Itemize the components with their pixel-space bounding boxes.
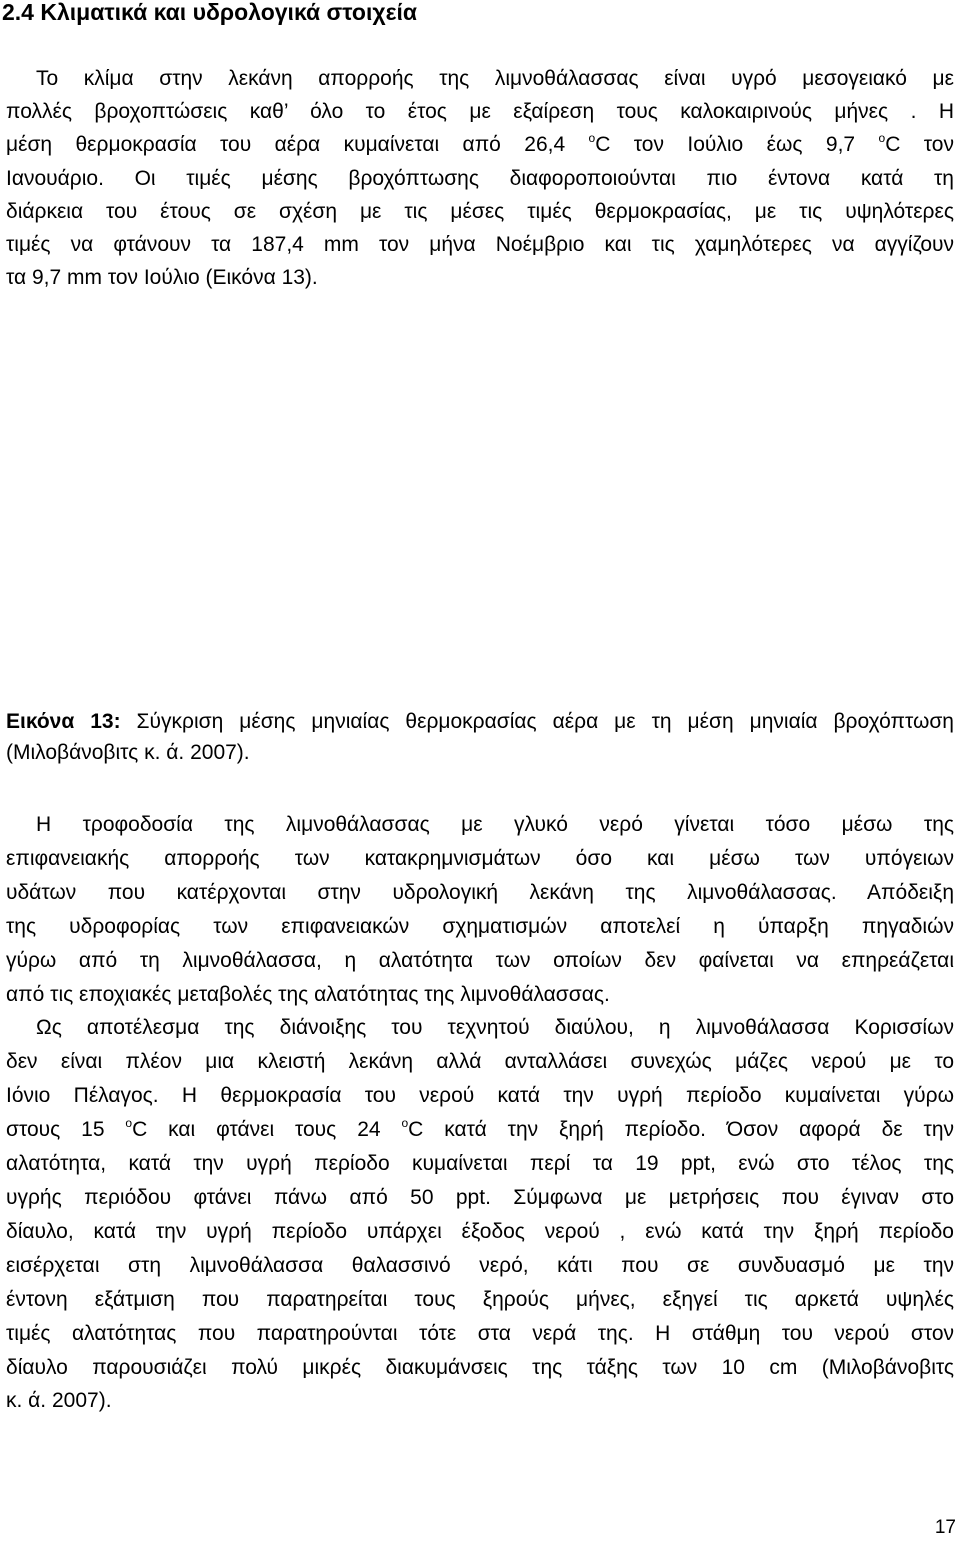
text-line: Ιανουάριο. Οι τιμές μέσης βροχόπτωσης διαφοροποιούνται πιο έντονα κατά τη bbox=[6, 166, 954, 190]
caption-label: Εικόνα 13: bbox=[6, 710, 121, 733]
text-fragment: C τον bbox=[885, 133, 954, 157]
text-fragment: στους 15 bbox=[6, 1118, 105, 1142]
figure-placeholder bbox=[6, 305, 954, 690]
text-line: κ. ά. 2007). bbox=[6, 1389, 112, 1413]
text-line: πολλές βροχοπτώσεις καθ’ όλο το έτος με εξαίρεση τους καλοκαιρινούς μήνες . Η bbox=[6, 100, 954, 124]
text-fragment: C τον Ιούλιο έως 9,7 bbox=[595, 133, 856, 157]
text-line: γύρω από τη λιμνοθάλασσα, η αλατότητα των οποίων δεν φαίνεται να επηρεάζεται bbox=[6, 948, 954, 972]
text-fragment: μέση θερμοκρασία του αέρα κυμαίνεται από 26,4 bbox=[6, 133, 566, 157]
paragraph-hydrology bbox=[6, 808, 954, 1418]
text-line: τα 9,7 mm τον Ιούλιο (Εικόνα 13). bbox=[6, 266, 318, 290]
text-line: Η τροφοδοσία της λιμνοθάλασσας με γλυκό νερό γίνεται τόσο μέσω της bbox=[36, 813, 954, 836]
text-line: δεν είναι πλέον μια κλειστή λεκάνη αλλά ανταλλάσει συνεχώς μάζες νερού με το bbox=[6, 1050, 954, 1074]
text-line: δίαυλο, κατά την υγρή περίοδο υπάρχει έξοδος νερού , ενώ κατά την ξηρή περίοδο bbox=[6, 1219, 954, 1243]
text-line: υγρής περιόδου φτάνει πάνω από 50 ppt. Σύμφωνα με μετρήσεις που έγιναν στο bbox=[6, 1185, 954, 1209]
page-number: 17 bbox=[934, 1517, 956, 1538]
degree-superscript: o bbox=[125, 1116, 133, 1131]
text-line: της υδροφορίας των επιφανειακών σχηματισμών αποτελεί η ύπαρξη πηγαδιών bbox=[6, 914, 954, 938]
text-line: τιμές αλατότητας που παρατηρούνται τότε στα νερά της. Η στάθμη του νερού στον bbox=[6, 1321, 954, 1345]
text-fragment: C και φτάνει τους 24 bbox=[132, 1118, 381, 1142]
degree-superscript: o bbox=[878, 131, 886, 146]
text-line: από τις εποχιακές μεταβολές της αλατότητας της λιμνοθάλασσας. bbox=[6, 982, 610, 1006]
text-line: επιφανειακής απορροής των κατακρημνισμάτων όσο και μέσω των υπόγειων bbox=[6, 846, 954, 870]
text-line: Ως αποτέλεσμα της διάνοιξης του τεχνητού διαύλου, η λιμνοθάλασσα Κορισσίων bbox=[36, 1016, 954, 1040]
text-line bbox=[6, 1113, 954, 1147]
degree-superscript: o bbox=[401, 1116, 409, 1131]
paragraph-climate bbox=[6, 62, 954, 294]
text-line: Ιόνιο Πέλαγος. Η θερμοκρασία του νερού κατά την υγρή περίοδο κυμαίνεται γύρω bbox=[6, 1084, 954, 1108]
text-fragment: C κατά την ξηρή περίοδο. Όσον αφορά δε την bbox=[408, 1118, 955, 1142]
text-line: έντονη εξάτμιση που παρατηρείται τους ξηρούς μήνες, εξηγεί τις αρκετά υψηλές bbox=[6, 1287, 954, 1311]
text-line bbox=[6, 128, 954, 161]
degree-superscript: o bbox=[588, 131, 596, 146]
text-line: υδάτων που κατέρχονται στην υδρολογική λεκάνη της λιμνοθάλασσας. Απόδειξη bbox=[6, 880, 954, 904]
text-line: διάρκεια του έτους σε σχέση με τις μέσες τιμές θερμοκρασίας, με τις υψηλότερες bbox=[6, 199, 954, 223]
text-line: Το κλίμα στην λεκάνη απορροής της λιμνοθάλασσας είναι υγρό μεσογειακό με bbox=[36, 67, 954, 90]
section-heading: 2.4 Κλιματικά και υδρολογικά στοιχεία bbox=[2, 0, 418, 25]
caption-text: Σύγκριση μέσης μηνιαίας θερμοκρασίας αέρα με τη μέση μηνιαία βροχόπτωση (Μιλοβάνοβιτς κ. ά. 2007). bbox=[6, 710, 954, 764]
text-line: δίαυλο παρουσιάζει πολύ μικρές διακυμάνσεις της τάξης των 10 cm (Μιλοβάνοβιτς bbox=[6, 1355, 954, 1379]
figure-caption bbox=[6, 706, 954, 768]
text-line: τιμές να φτάνουν τα 187,4 mm τον μήνα Νοέμβριο και τις χαμηλότερες να αγγίζουν bbox=[6, 233, 954, 257]
text-line: αλατότητα, κατά την υγρή περίοδο κυμαίνεται περί τα 19 ppt, ενώ στο τέλος της bbox=[6, 1152, 954, 1176]
text-line: εισέρχεται στη λιμνοθάλασσα θαλασσινό νερό, κάτι που σε συνδυασμό με την bbox=[6, 1253, 954, 1277]
